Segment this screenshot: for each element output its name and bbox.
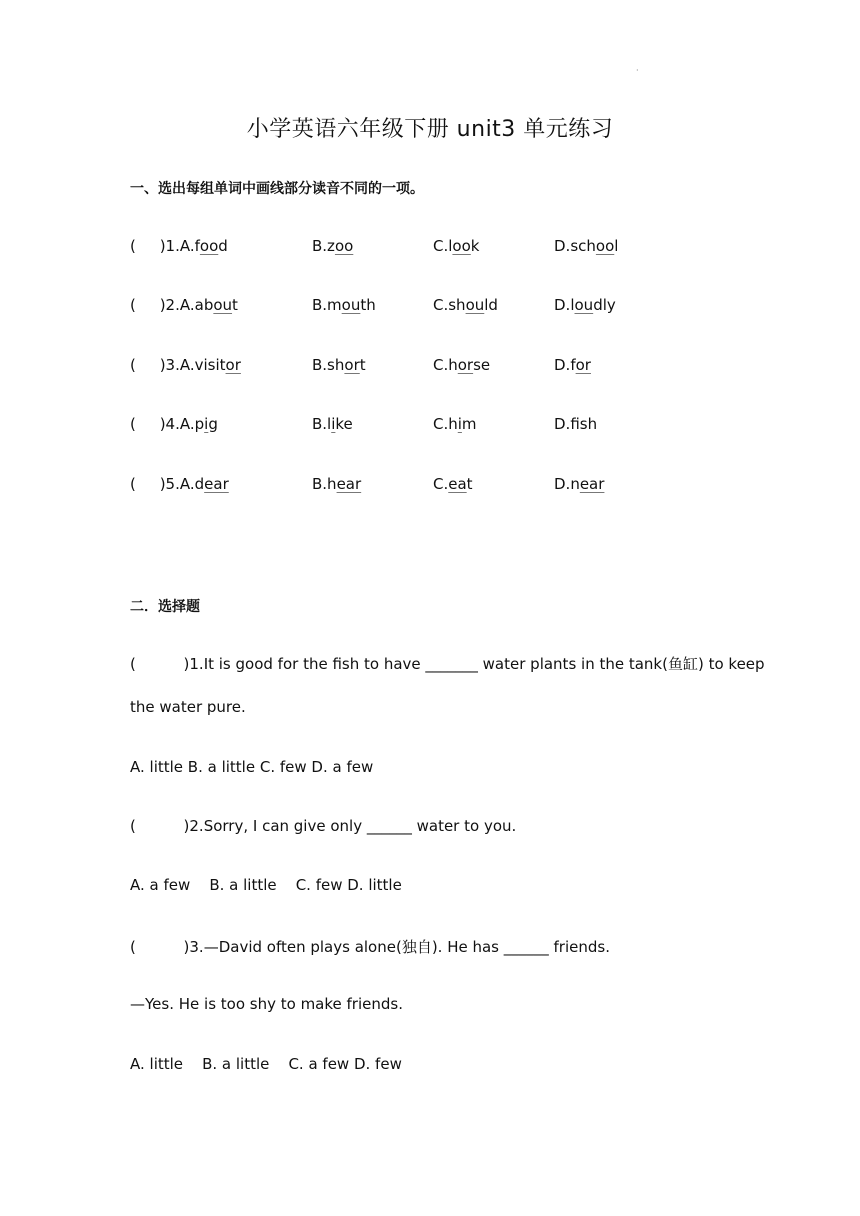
section-2-heading: 二．选择题	[130, 599, 200, 615]
word-option: D.loudly	[554, 296, 616, 314]
word-option: B.hear	[312, 475, 362, 493]
answer-options: A. little B. a little C. few D. a few	[130, 758, 374, 776]
section-1-heading: 一、选出每组单词中画线部分读音不同的一项。	[130, 181, 424, 197]
word-option: C.him	[433, 415, 477, 433]
question-line: —Yes. He is too shy to make friends.	[130, 995, 403, 1013]
word-option: B.like	[312, 415, 353, 433]
word-option: ( )5.A.dear	[130, 475, 229, 493]
word-option: D.for	[554, 356, 591, 374]
word-option: C.should	[433, 296, 498, 314]
header-dot: ·	[636, 66, 639, 75]
word-option: ( )3.A.visitor	[130, 356, 241, 374]
answer-options: A. a few B. a little C. few D. little	[130, 876, 402, 894]
word-option: D.near	[554, 475, 605, 493]
question-line: ( )2.Sorry, I can give only ______ water to you.	[130, 817, 517, 835]
question-line: ( )3.—David often plays alone(独自). He has ______ friends.	[130, 938, 610, 956]
word-option: D.school	[554, 237, 619, 255]
word-option: ( )2.A.about	[130, 296, 238, 314]
word-option: D.fsh	[554, 415, 598, 433]
word-option: C.look	[433, 237, 480, 255]
word-option: C.horse	[433, 356, 491, 374]
word-option: B.short	[312, 356, 366, 374]
answer-options: A. little B. a little C. a few D. few	[130, 1055, 402, 1073]
question-line: ( )1.It is good for the fish to have _______ water plants in the tank(鱼缸) to keep	[130, 655, 765, 673]
word-option: ( )4.A.pig	[130, 415, 218, 433]
page-title: 小学英语六年级下册 unit3 单元练习	[246, 117, 614, 142]
word-option: ( )1.A.food	[130, 237, 228, 255]
question-line: the water pure.	[130, 698, 246, 716]
word-option: B.mouth	[312, 296, 376, 314]
word-option: C.eat	[433, 475, 473, 493]
word-option: B.zoo	[312, 237, 354, 255]
